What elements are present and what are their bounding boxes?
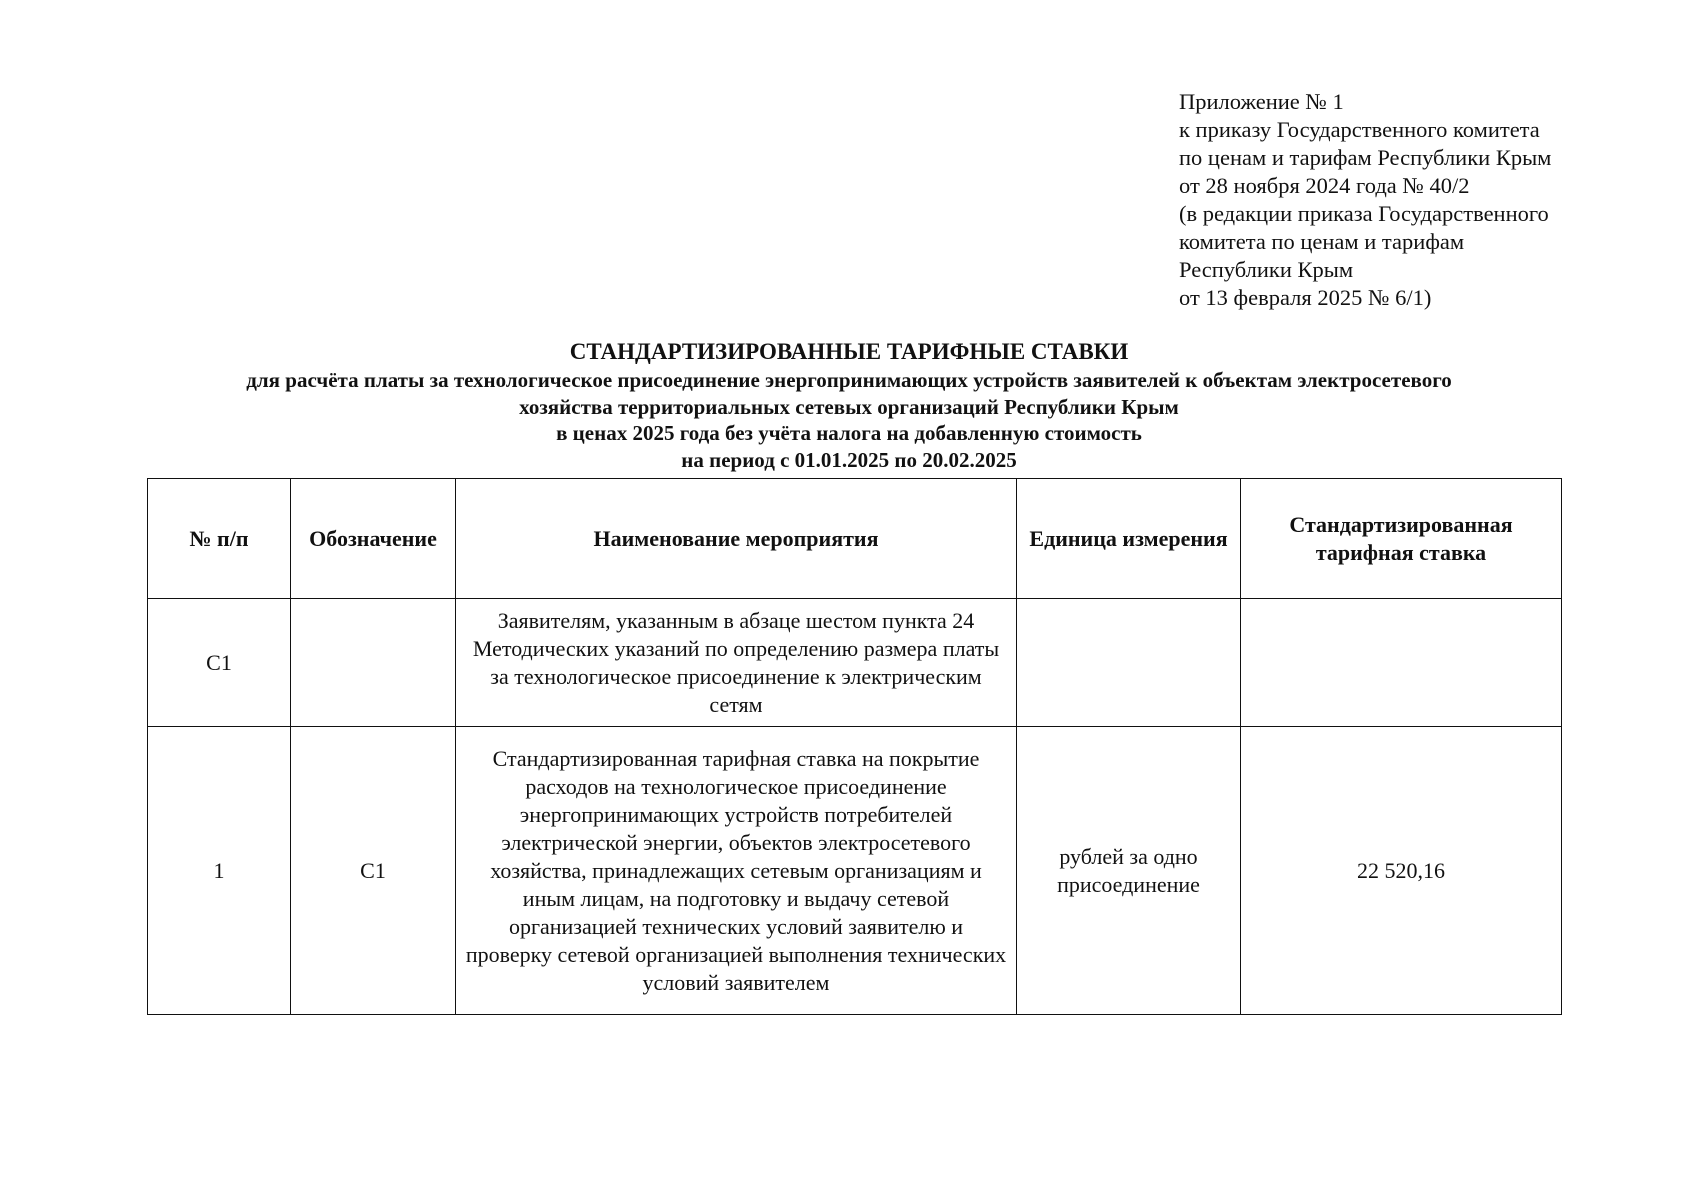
annex-line: по ценам и тарифам Республики Крым bbox=[1179, 145, 1552, 170]
cell-unit: рублей за одно присоединение bbox=[1017, 727, 1241, 1015]
column-header-rate: Стандартизированная тарифная ставка bbox=[1241, 479, 1562, 599]
annex-line: Республики Крым bbox=[1179, 257, 1354, 282]
cell-num: С1 bbox=[148, 599, 291, 727]
annex-line: Приложение № 1 bbox=[1179, 89, 1344, 114]
cell-unit bbox=[1017, 599, 1241, 727]
table-row bbox=[148, 727, 1562, 1015]
table-row bbox=[148, 599, 1562, 727]
cell-name: Стандартизированная тарифная ставка на покрытие расходов на технологическое присоединение энергопринимающих устройств потребителей электрической энергии, объектов электросетевого хозяйства, принадлежащих сетевым организациям и иным лицам, на подготовку и выдачу сетевой организацией технических условий заявителю и проверку сетевой организацией выполнения технических условий заявителем bbox=[456, 727, 1017, 1015]
cell-rate: 22 520,16 bbox=[1241, 727, 1562, 1015]
document-title: СТАНДАРТИЗИРОВАННЫЕ ТАРИФНЫЕ СТАВКИ bbox=[569, 339, 1129, 364]
subtitle-line: на период с 01.01.2025 по 20.02.2025 bbox=[681, 447, 1017, 472]
annex-line: от 28 ноября 2024 года № 40/2 bbox=[1179, 173, 1470, 198]
subtitle-line: в ценах 2025 года без учёта налога на добавленную стоимость bbox=[556, 421, 1142, 445]
tariff-table bbox=[147, 478, 1562, 1015]
annex-line: от 13 февраля 2025 № 6/1) bbox=[1179, 285, 1432, 310]
cell-designation bbox=[291, 599, 456, 727]
cell-name: Заявителям, указанным в абзаце шестом пункта 24 Методических указаний по определению размера платы за технологическое присоединение к электрическим сетям bbox=[456, 599, 1017, 727]
column-header-designation: Обозначение bbox=[291, 479, 456, 599]
document-heading bbox=[100, 337, 1598, 473]
cell-rate bbox=[1241, 599, 1562, 727]
column-header-num: № п/п bbox=[148, 479, 291, 599]
annex-line: к приказу Государственного комитета bbox=[1179, 117, 1540, 142]
cell-num: 1 bbox=[148, 727, 291, 1015]
annex-line: (в редакции приказа Государственного bbox=[1179, 201, 1549, 226]
annex-block bbox=[1179, 88, 1659, 312]
column-header-name: Наименование мероприятия bbox=[456, 479, 1017, 599]
cell-designation: С1 bbox=[291, 727, 456, 1015]
table-header-row bbox=[148, 479, 1562, 599]
column-header-unit: Единица измерения bbox=[1017, 479, 1241, 599]
subtitle-line: для расчёта платы за технологическое присоединение энергопринимающих устройств заявителей к объектам электросетевого bbox=[246, 368, 1452, 392]
annex-line: комитета по ценам и тарифам bbox=[1179, 229, 1465, 254]
subtitle-line: хозяйства территориальных сетевых организаций Республики Крым bbox=[519, 394, 1179, 419]
